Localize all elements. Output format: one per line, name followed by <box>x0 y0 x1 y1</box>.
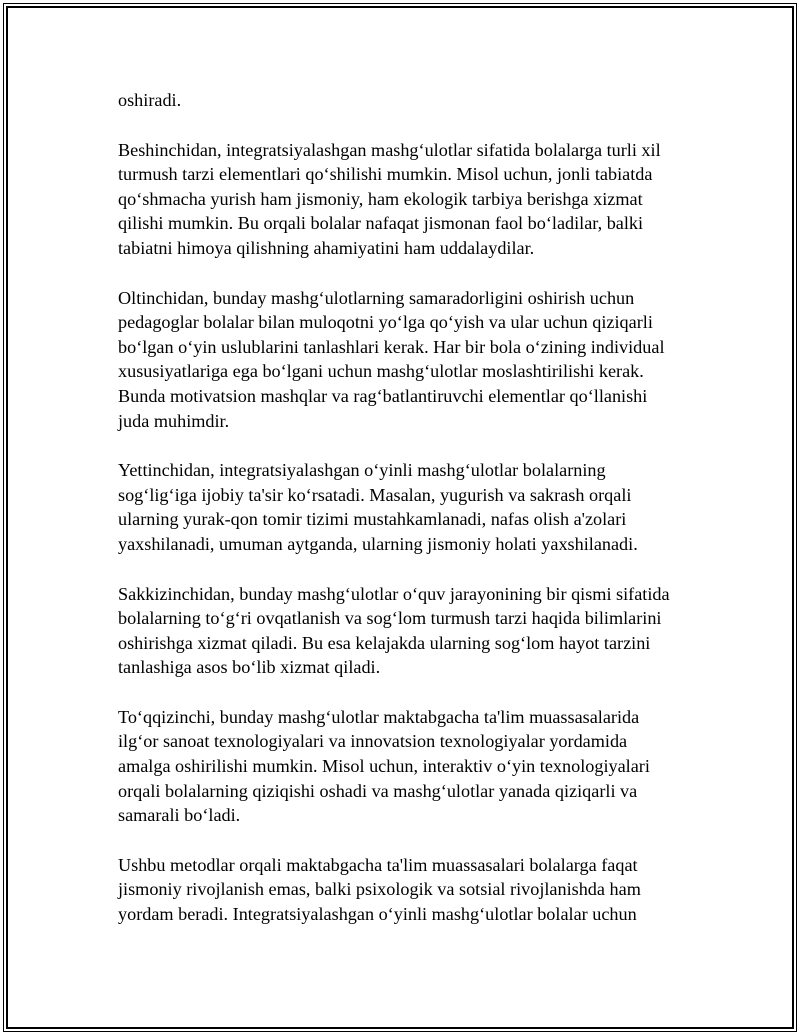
paragraph <box>118 138 698 261</box>
text-line: pedagoglar bolalar bilan muloqotni yo‘lga qo‘yish va ular uchun qiziqarli <box>118 312 653 333</box>
text-line: Beshinchidan, integratsiyalashgan mashg‘ulotlar sifatida bolalarga turli xil <box>118 139 661 160</box>
text-line: Yettinchidan, integratsiyalashgan o‘yinli mashg‘ulotlar bolalarning <box>118 460 606 481</box>
paragraph <box>118 853 698 927</box>
paragraph <box>118 286 698 434</box>
text-line: qilishi mumkin. Bu orqali bolalar nafaqat jismonan faol bo‘ladilar, balki <box>118 213 644 234</box>
text-line: Bunda motivatsion mashqlar va rag‘batlantiruvchi elementlar qo‘llanishi <box>118 385 648 406</box>
text-line: yordam beradi. Integratsiyalashgan o‘yinli mashg‘ulotlar bolalar uchun <box>118 904 637 925</box>
text-line: tabiatni himoya qilishning ahamiyatini ham uddalaydilar. <box>118 237 535 258</box>
text-line: amalga oshirilishi mumkin. Misol uchun, interaktiv o‘yin texnologiyalari <box>118 756 650 777</box>
text-line: bolalarning to‘g‘ri ovqatlanish va sog‘lom turmush tarzi haqida bilimlarini <box>118 608 662 629</box>
text-line: yaxshilanadi, umuman aytganda, ularning jismoniy holati yaxshilanadi. <box>118 533 638 554</box>
text-line: bo‘lgan o‘yin uslublarini tanlashlari kerak. Har bir bola o‘zining individual <box>118 336 665 357</box>
text-line: sog‘lig‘iga ijobiy ta'sir ko‘rsatadi. Masalan, yugurish va sakrash orqali <box>118 484 632 505</box>
text-line: xususiyatlariga ega bo‘lgani uchun mashg‘ulotlar moslashtirilishi kerak. <box>118 361 644 382</box>
paragraph <box>118 705 698 828</box>
text-line: turmush tarzi elementlari qo‘shilishi mumkin. Misol uchun, jonli tabiatda <box>118 164 653 185</box>
paragraph <box>118 458 698 556</box>
text-line: tanlashiga asos bo‘lib xizmat qiladi. <box>118 657 381 678</box>
paragraph <box>118 88 698 113</box>
text-line: samarali bo‘ladi. <box>118 805 241 826</box>
text-line: ilg‘or sanoat texnologiyalari va innovatsion texnologiyalar yordamida <box>118 731 628 752</box>
text-line: qo‘shmacha yurish ham jismoniy, ham ekologik tarbiya berishga xizmat <box>118 188 643 209</box>
paragraph <box>118 582 698 680</box>
document-body <box>118 88 698 952</box>
text-line: Ushbu metodlar orqali maktabgacha ta'lim muassasalari bolalarga faqat <box>118 854 638 875</box>
text-line: Oltinchidan, bunday mashg‘ulotlarning samaradorligini oshirish uchun <box>118 287 635 308</box>
text-line: orqali bolalarning qiziqishi oshadi va mashg‘ulotlar yanada qiziqarli va <box>118 780 638 801</box>
text-line: juda muhimdir. <box>118 410 230 431</box>
text-line: oshiradi. <box>118 90 182 110</box>
text-line: To‘qqizinchi, bunday mashg‘ulotlar maktabgacha ta'lim muassasalarida <box>118 706 640 727</box>
text-line: ularning yurak-qon tomir tizimi mustahkamlanadi, nafas olish a'zolari <box>118 509 627 530</box>
text-line: Sakkizinchidan, bunday mashg‘ulotlar o‘quv jarayonining bir qismi sifatida <box>118 583 670 604</box>
text-line: oshirishga xizmat qiladi. Bu esa kelajakda ularning sog‘lom hayot tarzini <box>118 632 651 653</box>
text-line: jismoniy rivojlanish emas, balki psixologik va sotsial rivojlanishda ham <box>118 879 641 900</box>
